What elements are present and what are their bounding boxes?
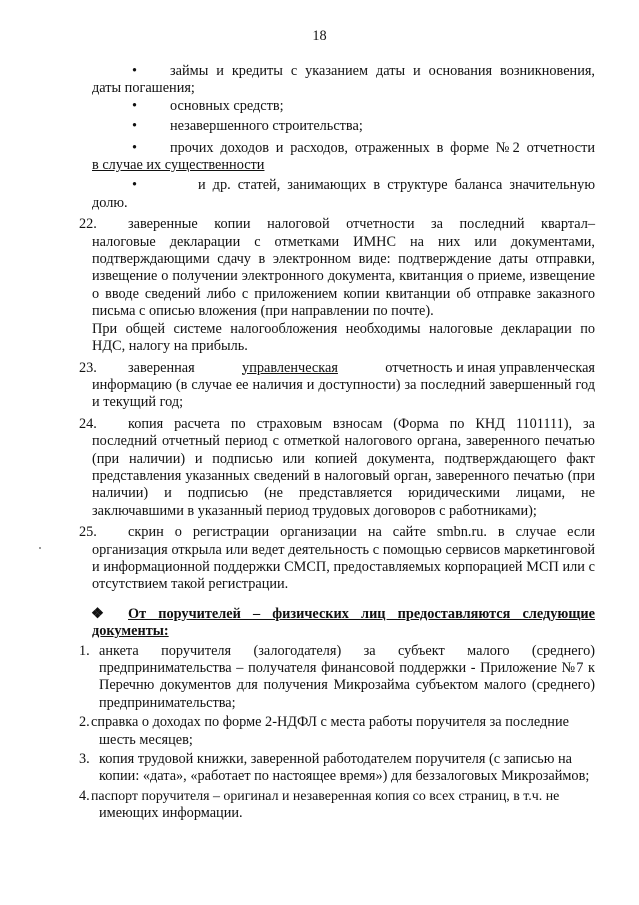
item-first-line: копия расчета по страховым взносам (Форма по КНД 1101111), за — [128, 415, 595, 432]
item-first-line: скрин о регистрации организации на сайте smbn.ru. в случае если — [128, 524, 595, 541]
bullet-item — [92, 177, 595, 212]
item-body: информацию (в случае ее наличия и доступности) за последний завершенный год и текущий год; — [92, 376, 595, 411]
item-first-line: заверенные копии налоговой отчетности за последний квартал– — [128, 216, 595, 233]
section-title-cont: документы: — [92, 623, 169, 640]
bullet-icon: • — [132, 139, 138, 156]
item-body: налоговые декларации с отметками ИМНС на них или документами, подтверждающими сдачу в электронном виде: подтверждение даты отправки, извещение о получении электронного документа, квитанция о приеме, извещение о вводе сведений либо с приложением копии квитанции об отправке заказного письма с описью вложения (при направлении по почте). — [92, 233, 595, 320]
guarantor-item-2 — [79, 714, 595, 749]
bullet-text: займы и кредиты с указанием даты и основания возникновения, — [170, 63, 595, 79]
item-first-line: анкета поручителя (залогодателя) за субъект малого (среднего) — [99, 642, 595, 659]
bullet-icon: • — [132, 118, 138, 135]
item-number: 25. — [79, 524, 97, 541]
guarantor-item-4 — [79, 787, 595, 823]
item-number: 3. — [79, 751, 90, 768]
page-content — [79, 63, 595, 823]
item-rest: копии: «дата», «работает по настоящее время») для беззалоговых Микрозаймов; — [99, 768, 590, 785]
bullet-text-cont: долю. — [92, 194, 128, 211]
numbered-item-25 — [79, 524, 595, 594]
bullet-item — [92, 140, 595, 175]
item-rest: шесть месяцев; — [99, 731, 193, 748]
bullet-icon: • — [132, 177, 138, 194]
diamond-bullet-icon: ❖ — [91, 605, 104, 622]
item-first-line: паспорт поручителя – оригинал и незаверенная копия со всех страниц, в т.ч. не — [91, 788, 560, 804]
item-underlined-word: управленческая — [242, 359, 338, 376]
bullet-item — [92, 63, 595, 98]
page-number: 18 — [312, 28, 327, 44]
item-number: 24. — [79, 415, 97, 432]
item-rest: предпринимательства – получателя финансовой поддержки - Приложение №7 к Перечню документов для получения Микрозайма субъектом малого (среднего) предпринимательства; — [99, 660, 595, 711]
item-number: 2. — [79, 714, 90, 731]
bullet-item — [92, 118, 595, 135]
numbered-item-22 — [79, 216, 595, 355]
section-title: От поручителей – физических лиц предоставляются следующие — [128, 605, 595, 622]
item-first-word: заверенная — [128, 359, 195, 376]
item-first-line — [92, 360, 595, 377]
item-number: 1. — [79, 642, 90, 659]
item-body: последний отчетный период с отметкой налогового органа, заверенного печатью (при наличии) и подписью или копией документа, подтверждающего факт представления указанных сведений в налоговый орган, заверенного печатью (при наличии) и подписью (не представляется юридическими лицами, не заключавшими в указанный период трудовых договоров с работниками); — [92, 433, 595, 519]
scan-speck — [39, 547, 41, 549]
bullet-item — [92, 98, 595, 115]
bullet-text: прочих доходов и расходов, отраженных в форме №2 отчетности — [170, 139, 595, 156]
item-number: 4. — [79, 787, 90, 804]
section-header — [92, 606, 595, 641]
bullet-text-cont: в случае их существенности — [92, 157, 265, 174]
bullet-icon: • — [132, 63, 138, 79]
item-first-line: копия трудовой книжки, заверенной работодателем поручителя (с записью на — [99, 751, 572, 768]
bullet-text: и др. статей, занимающих в структуре баланса значительную — [198, 177, 595, 194]
numbered-item-24 — [79, 415, 595, 520]
item-body: организация открыла или ведет деятельность с помощью сервисов маркетинговой и информационной поддержки СМСП, предоставляемых корпорацией МСП или с отсутствием такой регистрации. — [92, 541, 595, 593]
bullet-icon: • — [132, 97, 138, 114]
guarantor-item-1 — [79, 642, 595, 713]
numbered-item-23 — [79, 359, 595, 412]
item-extra: При общей системе налогообложения необходимы налоговые декларации по НДС, налогу на прибыль. — [92, 320, 595, 355]
item-number: 22. — [79, 216, 97, 233]
bullet-text-cont: даты погашения; — [92, 80, 195, 97]
item-first-rest: отчетность и иная управленческая — [385, 359, 595, 376]
item-number: 23. — [79, 359, 97, 376]
bullet-text: незавершенного строительства; — [170, 118, 363, 135]
bullet-text: основных средств; — [170, 97, 284, 114]
item-rest: имеющих информации. — [99, 805, 243, 822]
guarantor-item-3 — [79, 751, 595, 786]
item-first-line: справка о доходах по форме 2-НДФЛ с места работы поручителя за последние — [91, 714, 569, 731]
